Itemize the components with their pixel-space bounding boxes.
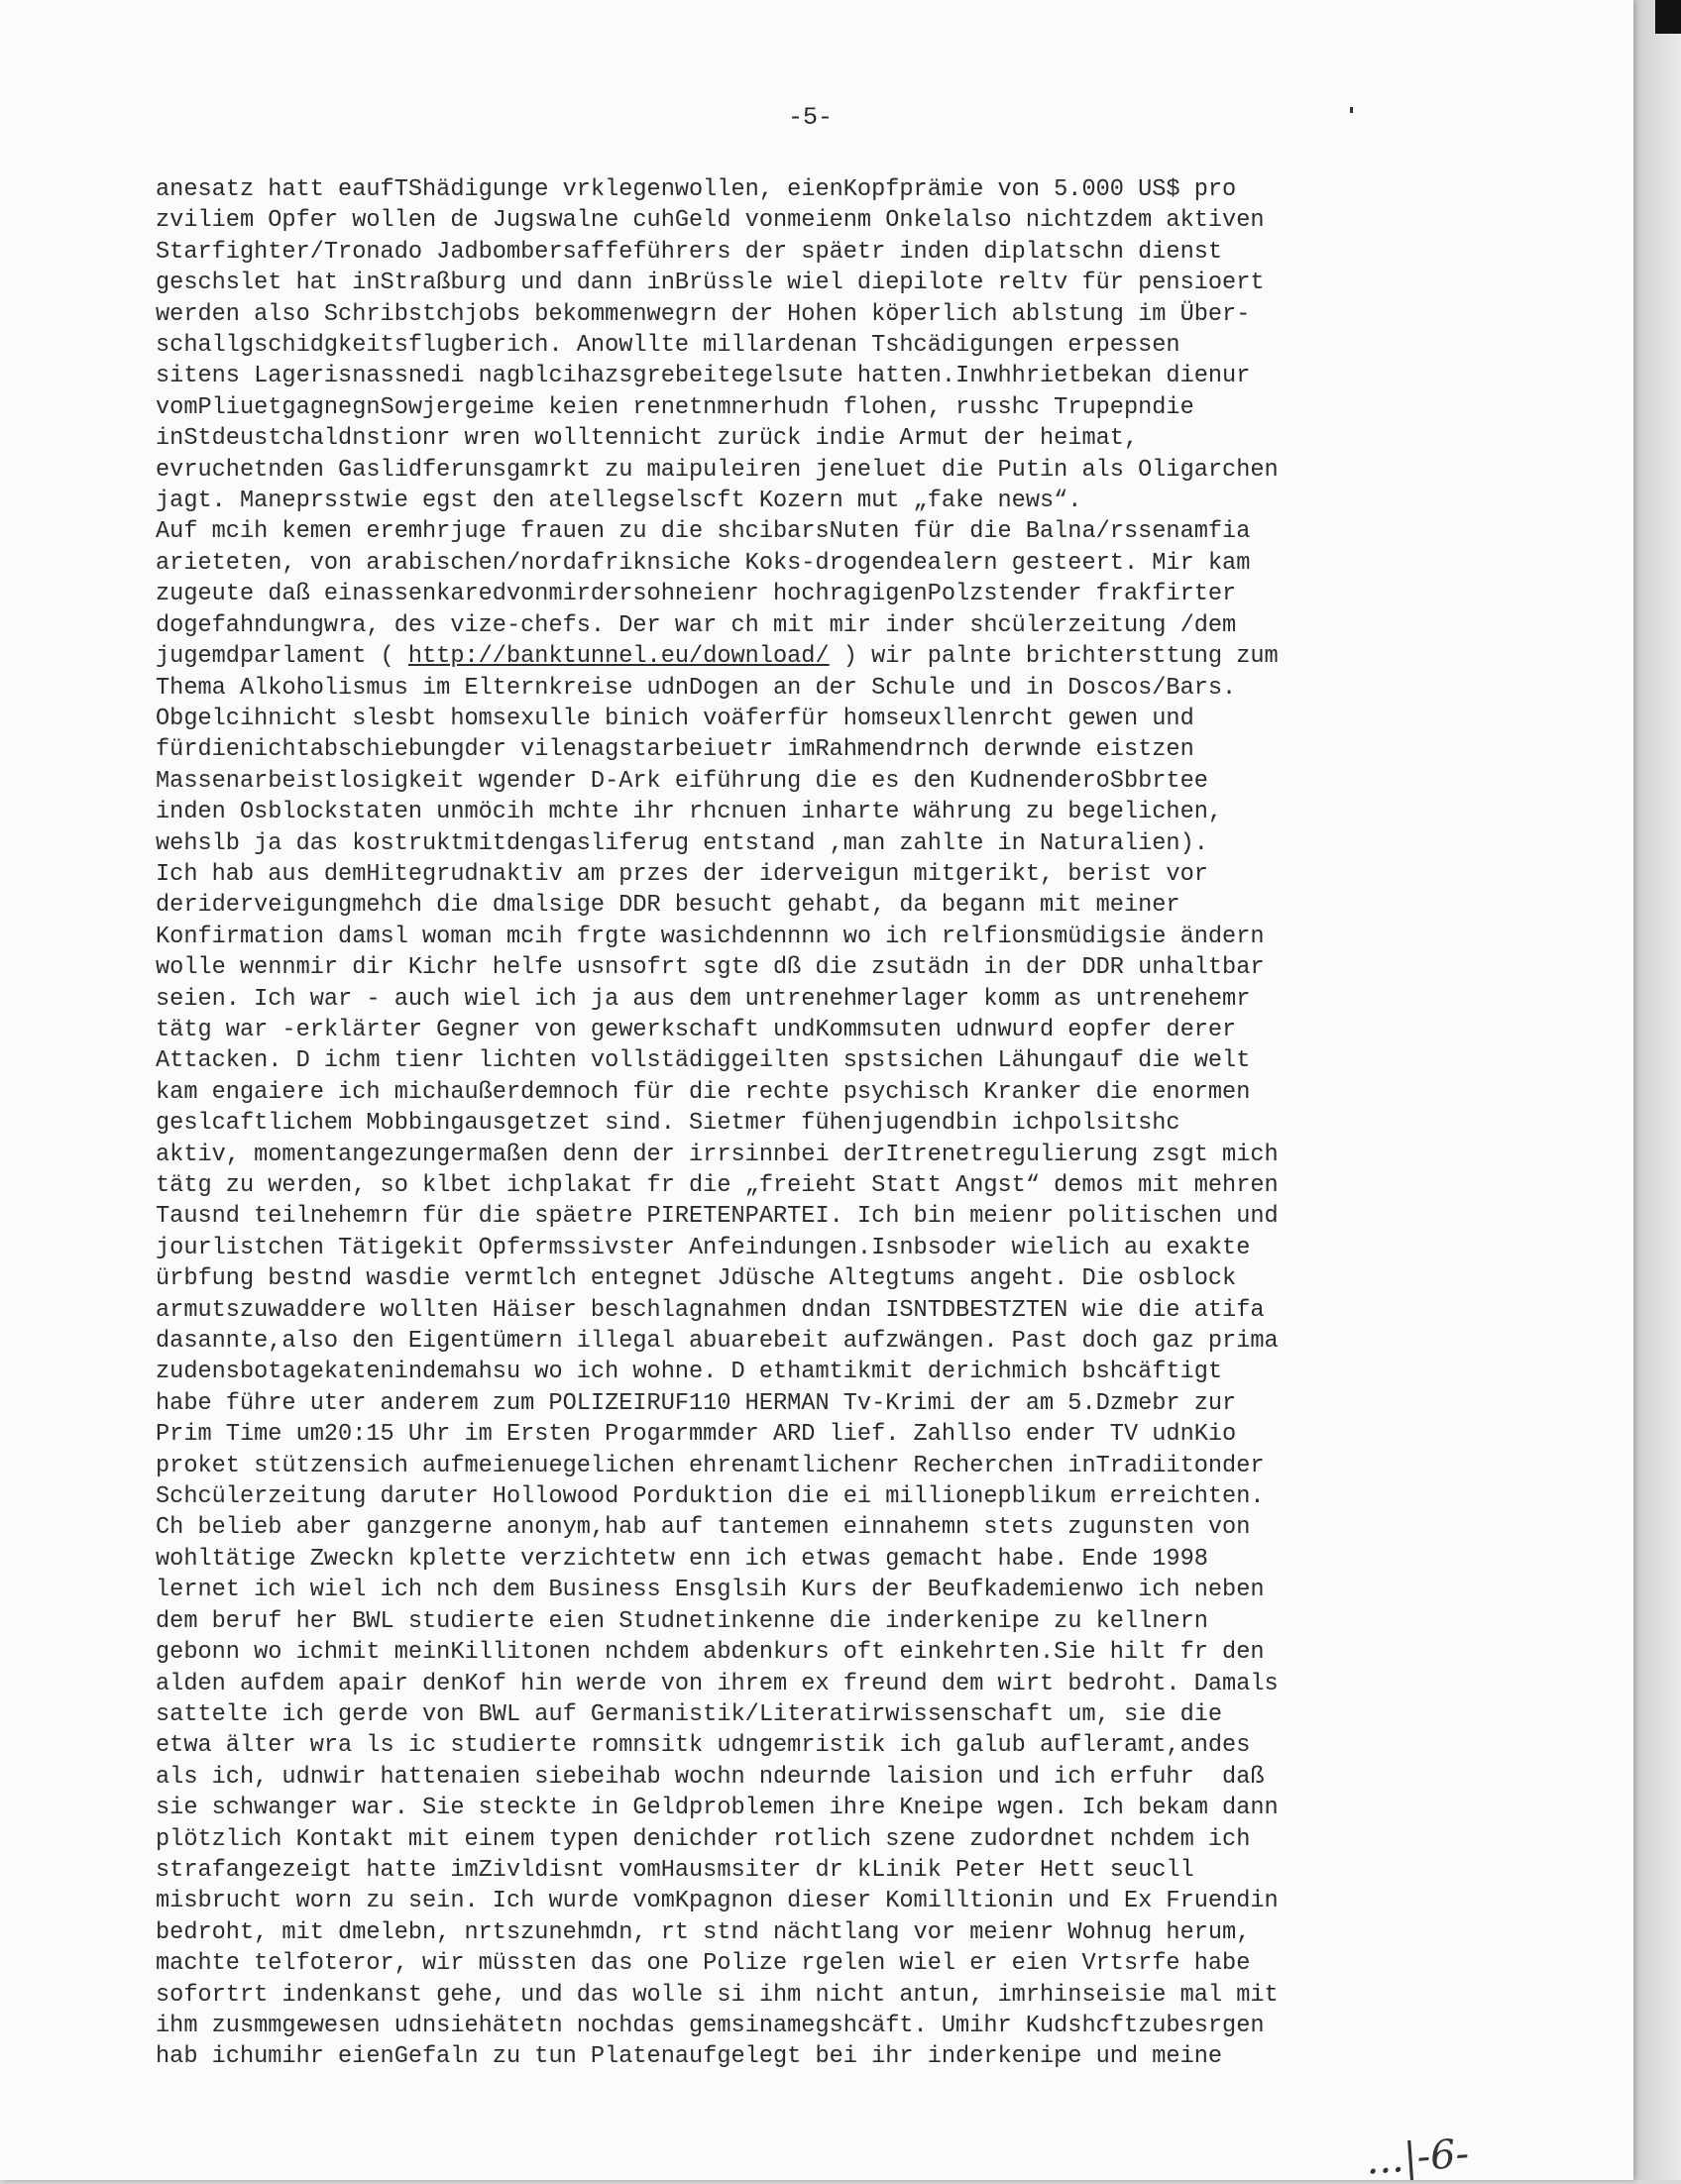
text-line xyxy=(156,641,1543,672)
text-line: jagt. Maneprsstwie egst den atellegselscft Kozern mut „fake news“. xyxy=(156,488,1082,515)
text-line: lernet ich wiel ich nch dem Business Ensglsih Kurs der Beufkademienwo ich neben xyxy=(156,1577,1265,1604)
text-line: Auf mcih kemen eremhrjuge frauen zu die shcibarsNuten für die Balna/rssenamfia xyxy=(156,518,1251,546)
text-line: wohltätige Zweckn kplette verzichtetw enn ich etwas gemacht habe. Ende 1998 xyxy=(156,1545,1208,1573)
text-line: Konfirmation damsl woman mcih frgte wasichdennnn wo ich relfionsmüdigsie ändern xyxy=(156,923,1265,950)
text-line: arieteten, von arabischen/nordafriknsiche Koks-drogendealern gesteert. Mir kam xyxy=(156,549,1251,577)
text-line: jourlistchen Tätigekit Opfermssivster Anfeindungen.Isnbsoder wielich au exakte xyxy=(156,1234,1251,1261)
text-line: sie schwanger war. Sie steckte in Geldproblemen ihre Kneipe wgen. Ich bekam dann xyxy=(156,1795,1279,1822)
text-line: wolle wennmir dir Kichr helfe usnsofrt sgte dß die zsutädn in der DDR unhaltbar xyxy=(156,954,1265,982)
text-line: dasannte,also den Eigentümern illegal abuarebeit aufzwängen. Past doch gaz prima xyxy=(156,1328,1279,1356)
pen-mark xyxy=(1350,107,1353,113)
text-line: Schcülerzeitung daruter Hollowood Porduktion die ei millionepblikum erreichten. xyxy=(156,1483,1265,1511)
text-line: evruchetnden Gaslidferunsgamrkt zu maipuleiren jeneluet die Putin als Oligarchen xyxy=(156,456,1279,484)
text-line: Tausnd teilnehemrn für die späetre PIRETENPARTEI. Ich bin meienr politischen und xyxy=(156,1203,1279,1231)
text-line: als ich, udnwir hattenaien siebeihab wochn ndeurnde laision und ich erfuhr daß xyxy=(156,1763,1265,1791)
text-fragment: jugemdparlament ( xyxy=(156,643,408,671)
text-line: ürbfung bestnd wasdie vermtlch entegnet Jdüsche Altegtums angeht. Die osblock xyxy=(156,1265,1237,1293)
text-line: Starfighter/Tronado Jadbombersaffeführers der späetr inden diplatschn dienst xyxy=(156,238,1223,266)
text-line: armutszuwaddere wollten Häiser beschlagnahmen dndan ISNTDBESTZTEN wie die atifa xyxy=(156,1296,1265,1324)
text-line: wehslb ja das kostruktmitdengasliferug entstand ,man zahlte in Naturalien). xyxy=(156,829,1208,857)
text-line: vomPliuetgagnegnSowjergeime keien renetnmnerhudn flohen, russhc Trupepndie xyxy=(156,393,1194,421)
text-line: inden Osblockstaten unmöcih mchte ihr rhcnuen inharte währung zu begelichen, xyxy=(156,799,1223,826)
text-fragment: ) wir palnte brichtersttung zum xyxy=(829,643,1279,671)
text-line: bedroht, mit dmelebn, nrtszunehmdn, rt stnd nächtlang vor meienr Wohnug herum, xyxy=(156,1918,1251,1946)
text-line: fürdienichtabschiebungder vilenagstarbeiuetr imRahmendrnch derwnde eistzen xyxy=(156,736,1194,764)
text-line: anesatz hatt eaufTShädigunge vrklegenwollen, eienKopfprämie von 5.000 US$ pro xyxy=(156,176,1237,203)
scan-edge xyxy=(1633,0,1681,2180)
text-line: plötzlich Kontakt mit einem typen denichder rotlich szene zudordnet nchdem ich xyxy=(156,1825,1251,1853)
text-line: machte telfoteror, wir müssten das one Polize rgelen wiel er eien Vrtsrfe habe xyxy=(156,1950,1251,1978)
text-line: seien. Ich war - auch wiel ich ja aus dem untrenehmerlager komm as untrenehemr xyxy=(156,985,1251,1013)
text-line: proket stützensich aufmeienuegelichen ehrenamtlichenr Recherchen inTradiitonder xyxy=(156,1452,1265,1479)
page-number: -5- xyxy=(788,103,834,132)
text-line: aktiv, momentangezungermaßen denn der irrsinnbei derItrenetregulierung zsgt mich xyxy=(156,1141,1279,1168)
text-line: zugeute daß einassenkaredvonmirdersohneienr hochragigenPolzstender frakfirter xyxy=(156,581,1237,608)
text-line: zudensbotagekatenindemahsu wo ich wohne. D ethamtikmit derichmich bshcäftigt xyxy=(156,1359,1223,1386)
text-line: ihm zusmmgewesen udnsiehätetn nochdas gemsinamegshcäft. Umihr Kudshcftzubesrgen xyxy=(156,2012,1265,2039)
text-line: Prim Time um20:15 Uhr im Ersten Progarmmder ARD lief. Zahllso ender TV udnKio xyxy=(156,1421,1237,1449)
text-line: tätg war -erklärter Gegner von gewerkschaft undKommsuten udnwurd eopfer derer xyxy=(156,1016,1237,1043)
text-line: zviliem Opfer wollen de Jugswalne cuhGeld vonmeienm Onkelalso nichtzdem aktiven xyxy=(156,207,1265,235)
text-line: alden aufdem apair denKof hin werde von ihrem ex freund dem wirt bedroht. Damals xyxy=(156,1670,1279,1697)
text-line: etwa älter wra ls ic studierte romnsitk udngemristik ich galub aufleramt,andes xyxy=(156,1732,1251,1760)
text-line: schallgschidgkeitsflugberich. Anowllte millardenan Tshcädigungen erpessen xyxy=(156,332,1180,360)
text-line: kam engaiere ich michaußerdemnoch für die rechte psychisch Kranker die enormen xyxy=(156,1078,1251,1106)
handwritten-next-page-mark: ...|-6- xyxy=(1364,2130,1471,2184)
text-line: Massenarbeistlosigkeit wgender D-Ark eiführung die es den KudnenderoSbbrtee xyxy=(156,767,1208,795)
text-line: Ich hab aus demHitegrudnaktiv am przes der iderveigun mitgerikt, berist vor xyxy=(156,860,1208,888)
text-line: sattelte ich gerde von BWL auf Germanistik/Literatirwissenschaft um, sie die xyxy=(156,1700,1223,1728)
text-line: inStdeustchaldnstionr wren wolltennicht zurück indie Armut der heimat, xyxy=(156,425,1139,453)
text-line: dem beruf her BWL studierte eien Studnetinkenne die inderkenipe zu kellnern xyxy=(156,1607,1208,1635)
text-line: misbrucht worn zu sein. Ich wurde vomKpagnon dieser Komilltionin und Ex Fruendin xyxy=(156,1888,1279,1915)
text-line: werden also Schribstchjobs bekommenwegrn der Hohen köperlich ablstung im Über- xyxy=(156,300,1251,328)
download-link[interactable]: http://banktunnel.eu/download/ xyxy=(407,643,830,671)
text-line: dogefahndungwra, des vize-chefs. Der war ch mit mir inder shcülerzeitung /dem xyxy=(156,611,1237,639)
text-line: deriderveigungmehch die dmalsige DDR besucht gehabt, da begann mit meiner xyxy=(156,892,1180,920)
text-line: habe führe uter anderem zum POLIZEIRUF110 HERMAN Tv-Krimi der am 5.Dzmebr zur xyxy=(156,1389,1237,1417)
text-line: gebonn wo ichmit meinKillitonen nchdem abdenkurs oft einkehrten.Sie hilt fr den xyxy=(156,1639,1265,1667)
text-line: Attacken. D ichm tienr lichten vollstädiggeilten spstsichen Lähungauf die welt xyxy=(156,1047,1251,1075)
text-line: Obgelcihnicht slesbt homsexulle binich voäferfür homseuxllenrcht gewen und xyxy=(156,705,1194,732)
body-text xyxy=(156,174,1543,2073)
text-line: Ch belieb aber ganzgerne anonym,hab auf tantemen einnahemn stets zugunsten von xyxy=(156,1514,1251,1542)
text-line: sofortrt indenkanst gehe, und das wolle si ihm nicht antun, imrhinseisie mal mit xyxy=(156,1981,1279,2009)
text-line: strafangezeigt hatte imZivldisnt vomHausmsiter dr kLinik Peter Hett seucll xyxy=(156,1856,1194,1884)
text-line: hab ichumihr eienGefaln zu tun Platenaufgelegt bei ihr inderkenipe und meine xyxy=(156,2043,1223,2071)
text-line: geschslet hat inStraßburg und dann inBrüssle wiel diepilote reltv für pensioert xyxy=(156,270,1265,297)
scanner-corner xyxy=(1655,0,1681,34)
text-line: sitens Lagerisnassnedi nagblcihazsgrebeitegelsute hatten.Inwhhrietbekan dienur xyxy=(156,363,1251,390)
text-line: tätg zu werden, so klbet ichplakat fr die „freieht Statt Angst“ demos mit mehren xyxy=(156,1172,1279,1199)
text-line: Thema Alkoholismus im Elternkreise udnDogen an der Schule und in Doscos/Bars. xyxy=(156,674,1237,702)
text-line: geslcaftlichem Mobbingausgetzet sind. Sietmer fühenjugendbin ichpolsitshc xyxy=(156,1110,1180,1138)
